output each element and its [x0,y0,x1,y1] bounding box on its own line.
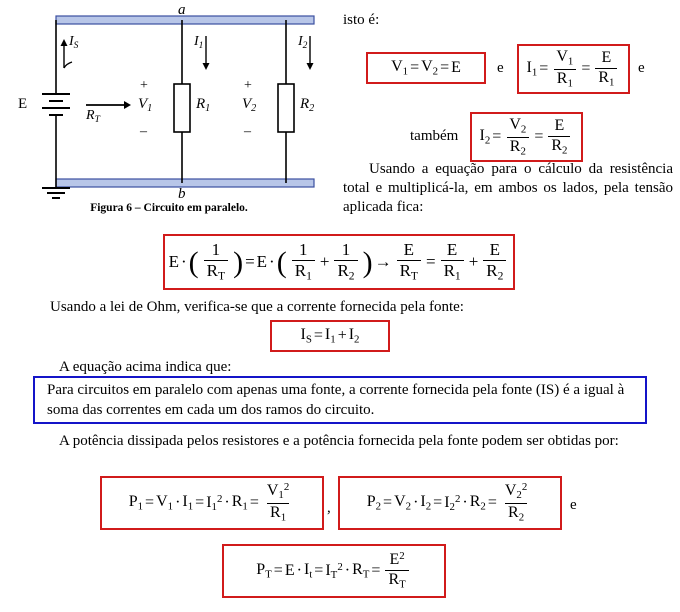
conjunction-e-2: e [638,60,645,76]
comma-after-p1: , [327,500,331,516]
paragraph-power [33,432,653,452]
figure-label-node-b: b [178,186,186,202]
equation-i1: $I_1$ = $\frac{V_1}{R_1}$ = $\frac{E}{R_1}$ [527,49,621,89]
figure-label-v2-minus: – [244,124,251,139]
figure-label-r1-sub: 1 [205,103,211,115]
figure-label-rt-main: R [86,108,95,123]
figure-label-i2 [298,34,307,51]
figure-label-rt-sub: T [94,114,100,125]
figure-label-v1 [138,96,152,114]
equation-box-pt [222,544,446,598]
figure-label-i2-sub: 2 [302,40,308,51]
figure-label-r2 [300,96,314,114]
figure-label-r2-main: R [300,96,310,112]
equation-box-p2 [338,476,562,530]
equation-box-is [270,320,390,352]
figure-label-i1 [194,34,203,51]
tambem-label: também [410,128,459,144]
figure-label-v2 [242,96,256,114]
equation-box-total-resistance [163,234,515,290]
figure-label-v1-minus: – [140,124,147,139]
paragraph-ohm-law-text: Usando a lei de Ohm, verifica-se que a corrente fornecida pela fonte: [50,299,464,315]
figure-label-i2-main: I [298,34,303,49]
figure-label-is-main: I [69,34,74,49]
paragraph-equation-above-text: A equação acima indica que: [59,359,232,375]
equation-box-v1-v2-e [366,52,486,84]
figure-label-v2-main: V [242,96,252,112]
paragraph-total-resistance [343,160,673,218]
figure-label-v1-sub: 1 [147,103,153,115]
equation-p1: $P_1$ = $V_1$ · $I_1$ = $I_1^2$ · $R_1$ = $\frac{V_1^2}{R_1}$ [128,481,290,524]
figure-label-v2-sub: 2 [251,103,257,115]
figure-label-node-a: a [178,2,186,18]
figure-label-source-e: E [18,96,28,112]
equation-box-i1 [517,44,630,94]
figure-label-i1-main: I [194,34,199,49]
figure-label-rt [86,108,100,125]
figure-label-r1 [196,96,210,114]
equation-box-i2 [470,112,583,162]
equation-is: $I_S$ = $I_1$ + $I_2$ [300,326,360,346]
equation-total-resistance: E · ( $\frac{1}{R_T}$ ) = E · ( $\frac{1}{R_1}$ + $\frac{1}{R_2}$ ) → $\frac{E}{R_T}$ = $\frac{E}{R_1}$ + $\frac{E}{R_2}$ [169,241,510,282]
paragraph-power-text: A potência dissipada pelos resistores e a potência fornecida pela fonte podem ser obtidas por: [59,433,619,449]
equation-v1-v2-e: $V_1$ = $V_2$ = E [391,58,461,78]
figure-caption: Figura 6 – Circuito em paralelo. [90,202,248,214]
equation-i2: $I_2$ = $\frac{V_2}{R_2}$ = $\frac{E}{R_2}$ [480,117,574,157]
figure-label-r1-main: R [196,96,206,112]
circuit-diagram-svg [14,6,324,206]
statement-box-parallel-current [33,376,647,424]
circuit-figure [14,2,324,221]
figure-label-i1-sub: 1 [198,40,204,51]
figure-label-v1-main: V [138,96,148,112]
conjunction-e-1: e [497,60,504,76]
paragraph-total-resistance-text: Usando a equação para o cálculo da resistência total e multiplicá-la, em ambos os lados, pela tensão aplicada fica: [343,161,673,216]
isto-e-label: isto é: [343,12,380,28]
figure-label-r2-sub: 2 [309,103,315,115]
figure-label-is-sub: S [73,40,79,51]
figure-label-is [69,34,78,51]
paragraph-ohm-law [50,298,650,318]
conjunction-e-3: e [570,497,577,513]
figure-label-v1-plus: + [140,78,148,93]
equation-pt: $P_T$ = E · $I_t$ = $I_T^2$ · $R_T$ = $\frac{E^2}{R_T}$ [256,551,412,590]
equation-p2: $P_2$ = $V_2$ · $I_2$ = $I_2^2$ · $R_2$ = $\frac{V_2^2}{R_2}$ [366,481,528,524]
figure-label-v2-plus: + [244,78,252,93]
equation-box-p1 [100,476,324,530]
statement-text: Para circuitos em paralelo com apenas uma fonte, a corrente fornecida pela fonte (IS) é a igual à soma das correntes em cada um dos ramos do circuito. [47,381,625,418]
